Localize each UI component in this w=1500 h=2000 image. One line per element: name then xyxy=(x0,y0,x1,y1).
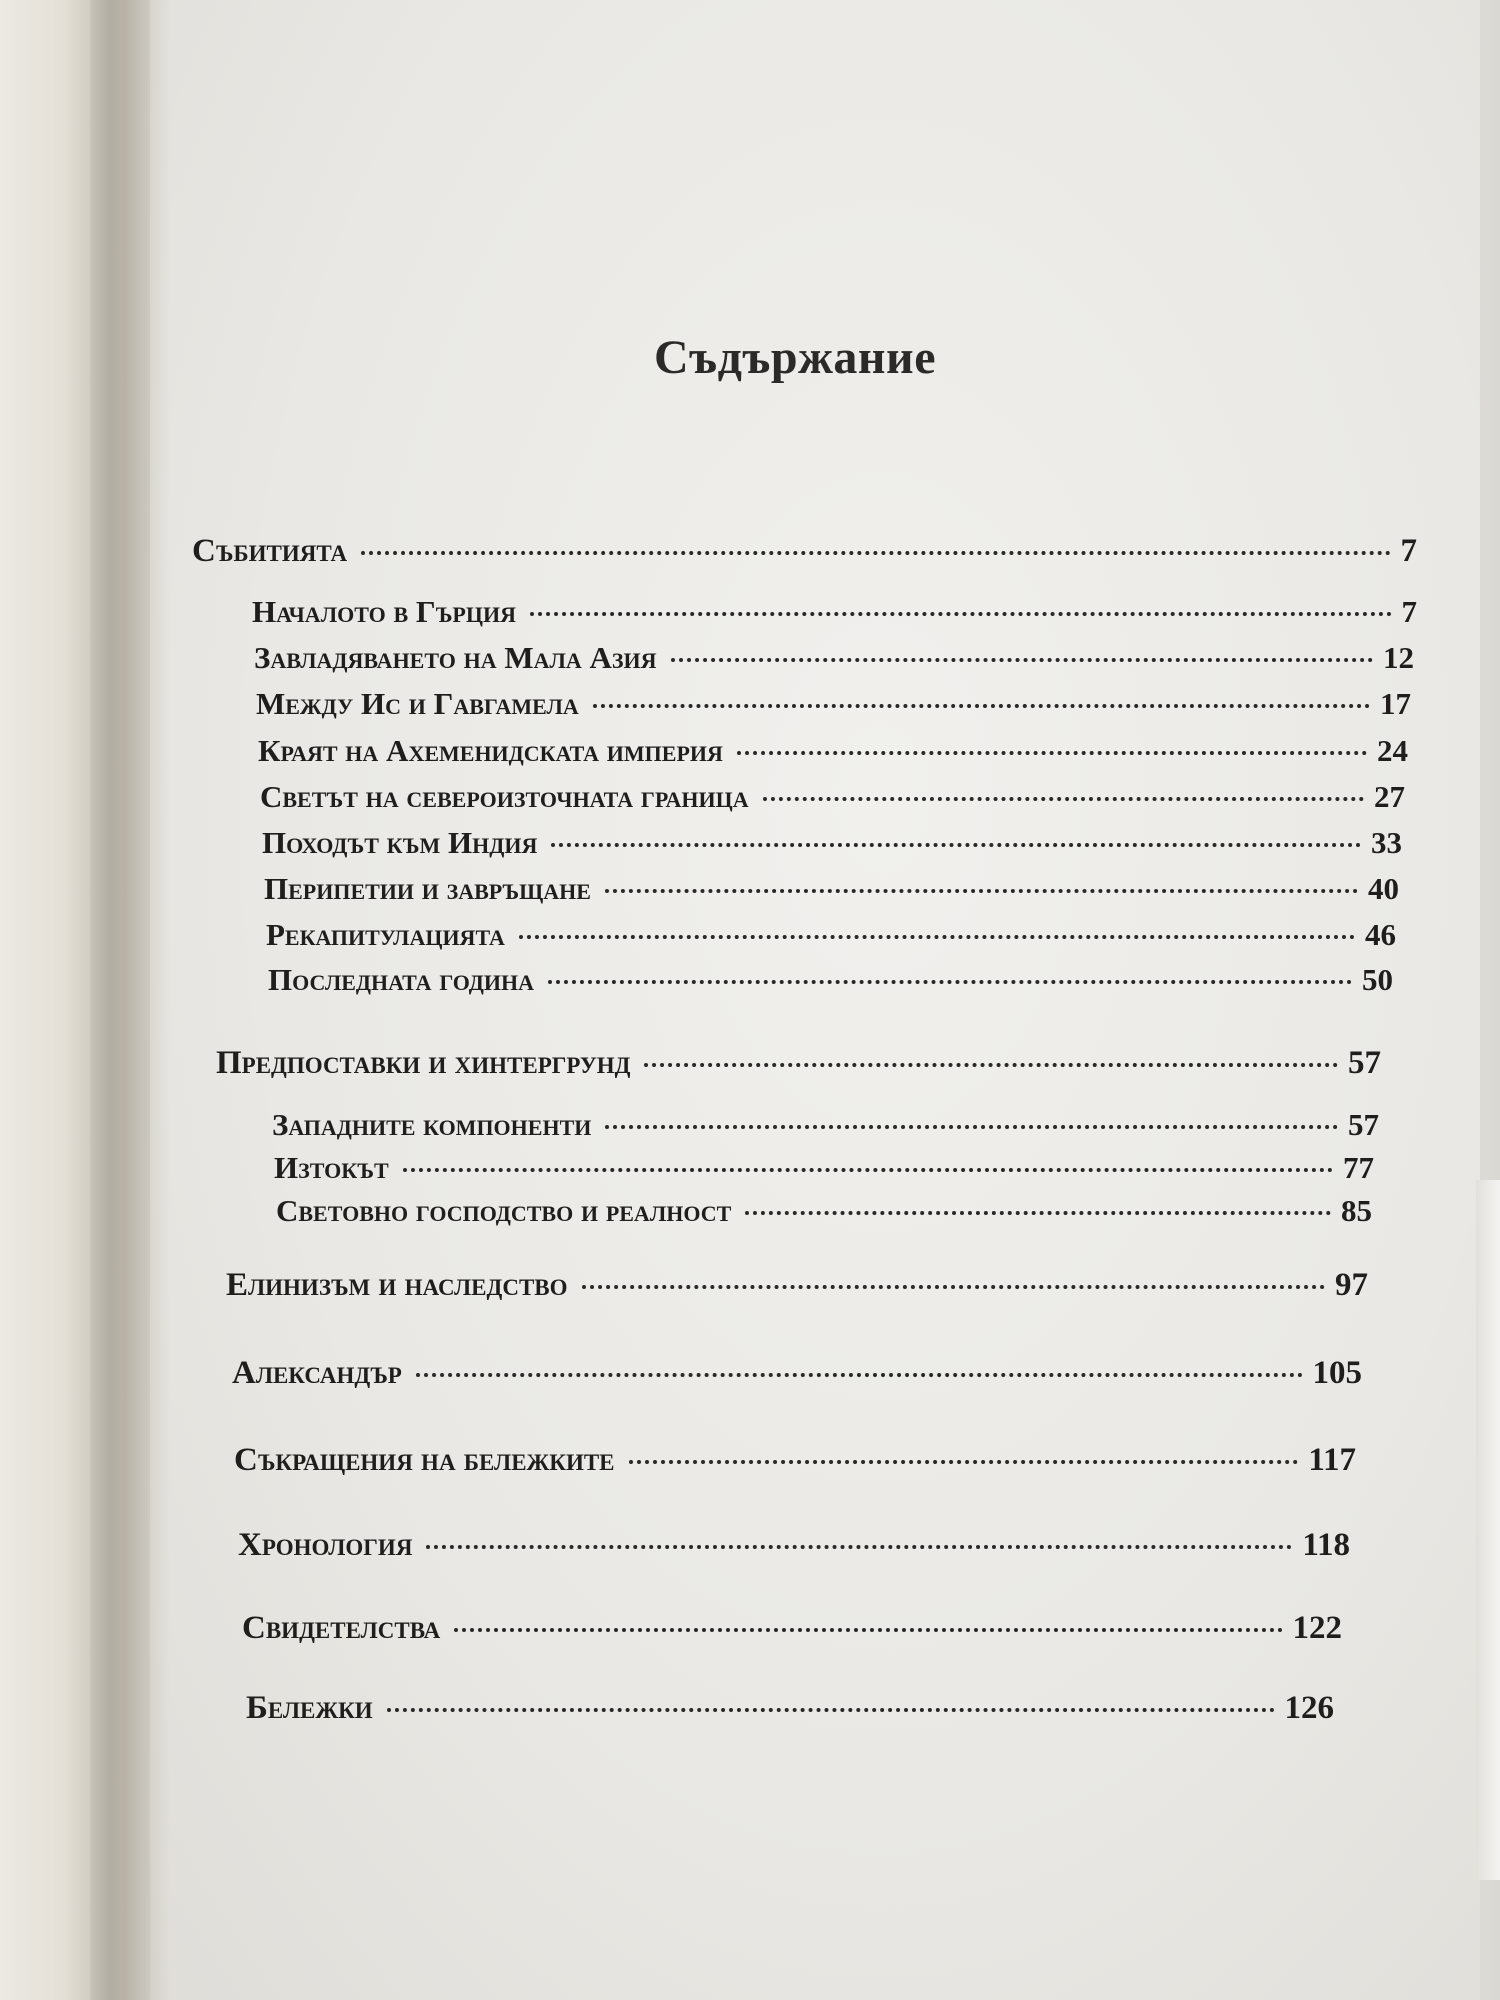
toc-entry-page: 126 xyxy=(1284,1690,1334,1726)
toc-entry xyxy=(226,1267,1368,1304)
toc-entry-label: Съкращения на бележките xyxy=(234,1442,615,1478)
toc-entry-label: Предпоставки и хинтергрунд xyxy=(216,1045,631,1081)
toc-entry xyxy=(192,533,1417,570)
toc-entry xyxy=(256,686,1411,722)
toc-entry-page: 40 xyxy=(1368,871,1399,906)
toc-entry-page: 122 xyxy=(1292,1610,1342,1646)
dot-leader xyxy=(737,751,1367,755)
dot-leader xyxy=(671,658,1373,662)
toc-heading: Съдържание xyxy=(653,331,937,384)
left-page-edge xyxy=(0,0,90,2000)
toc-entry xyxy=(258,733,1408,769)
toc-entry xyxy=(272,1107,1379,1143)
dot-leader xyxy=(593,704,1370,708)
toc-entry xyxy=(234,1442,1356,1479)
toc-entry-page: 105 xyxy=(1312,1355,1362,1391)
toc-entry-page: 46 xyxy=(1365,917,1396,952)
toc-entry xyxy=(232,1355,1362,1392)
dot-leader xyxy=(605,1125,1338,1129)
dot-leader xyxy=(629,1460,1299,1464)
toc-entry-label: Завладяването на Мала Азия xyxy=(254,640,657,675)
toc-entry-label: Краят на Ахеменидската империя xyxy=(258,733,723,768)
toc-entry xyxy=(266,917,1396,953)
toc-entry-label: Събитията xyxy=(192,533,348,569)
toc-entry xyxy=(264,871,1399,907)
toc-entry-page: 117 xyxy=(1308,1442,1356,1478)
toc-entry-page: 17 xyxy=(1380,686,1411,721)
right-page-edge xyxy=(1476,1180,1500,1880)
toc-entry xyxy=(242,1610,1342,1647)
dot-leader xyxy=(361,551,1390,555)
toc-entry-label: Световно господство и реалност xyxy=(276,1193,732,1228)
toc-entry-page: 118 xyxy=(1302,1527,1350,1563)
dot-leader xyxy=(530,612,1392,616)
dot-leader xyxy=(387,1708,1275,1712)
toc-entry-page: 57 xyxy=(1348,1107,1379,1142)
dot-leader xyxy=(763,797,1364,801)
toc-entry-label: Изтокът xyxy=(274,1150,389,1185)
toc-entry-label: Свидетелства xyxy=(242,1610,441,1646)
toc-entry xyxy=(252,594,1417,630)
toc-entry-label: Походът към Индия xyxy=(262,825,538,860)
dot-leader xyxy=(403,1168,1333,1172)
toc-entry-label: Хронология xyxy=(238,1527,413,1563)
toc-entry-label: Бележки xyxy=(246,1690,373,1726)
toc-entry xyxy=(276,1193,1372,1229)
toc-entry xyxy=(262,825,1402,861)
toc-entry xyxy=(254,640,1414,676)
toc-entry-page: 97 xyxy=(1335,1267,1368,1303)
toc-entry xyxy=(268,962,1393,998)
toc-entry-page: 57 xyxy=(1348,1045,1381,1081)
toc-entry xyxy=(238,1527,1350,1564)
toc-entry-label: Началото в Гърция xyxy=(252,594,516,629)
dot-leader xyxy=(548,980,1352,984)
dot-leader xyxy=(416,1373,1303,1377)
toc-entry-label: Перипетии и завръщане xyxy=(264,871,591,906)
toc-entry-page: 12 xyxy=(1383,640,1414,675)
page-gutter-shadow xyxy=(90,0,170,2000)
toc-entry-page: 85 xyxy=(1341,1193,1372,1228)
toc-entry-page: 77 xyxy=(1343,1150,1374,1185)
toc-entry-page: 7 xyxy=(1400,533,1417,569)
toc-entry xyxy=(274,1150,1374,1186)
toc-entry-page: 50 xyxy=(1362,962,1393,997)
toc-entry-label: Александър xyxy=(232,1355,402,1391)
toc-entry-label: Между Ис и Гавгамела xyxy=(256,686,579,721)
toc-entry-label: Рекапитулацията xyxy=(266,917,505,952)
dot-leader xyxy=(745,1211,1331,1215)
toc-entry-label: Елинизъм и наследство xyxy=(226,1267,568,1303)
dot-leader xyxy=(426,1545,1292,1549)
toc-entry xyxy=(260,779,1405,815)
toc-entry-label: Последната година xyxy=(268,962,535,997)
toc-entry-label: Светът на североизточната граница xyxy=(260,779,749,814)
toc-entry-page: 7 xyxy=(1401,594,1417,629)
toc-entry-page: 24 xyxy=(1377,733,1408,768)
dot-leader xyxy=(551,843,1361,847)
dot-leader xyxy=(644,1063,1338,1067)
dot-leader xyxy=(582,1285,1325,1289)
toc-entry xyxy=(216,1045,1381,1082)
toc-entry-page: 27 xyxy=(1374,779,1405,814)
toc-entry-page: 33 xyxy=(1371,825,1402,860)
dot-leader xyxy=(454,1628,1282,1632)
dot-leader xyxy=(519,935,1355,939)
dot-leader xyxy=(605,889,1358,893)
toc-entry-label: Западните компоненти xyxy=(272,1107,592,1142)
toc-entry xyxy=(246,1690,1334,1727)
